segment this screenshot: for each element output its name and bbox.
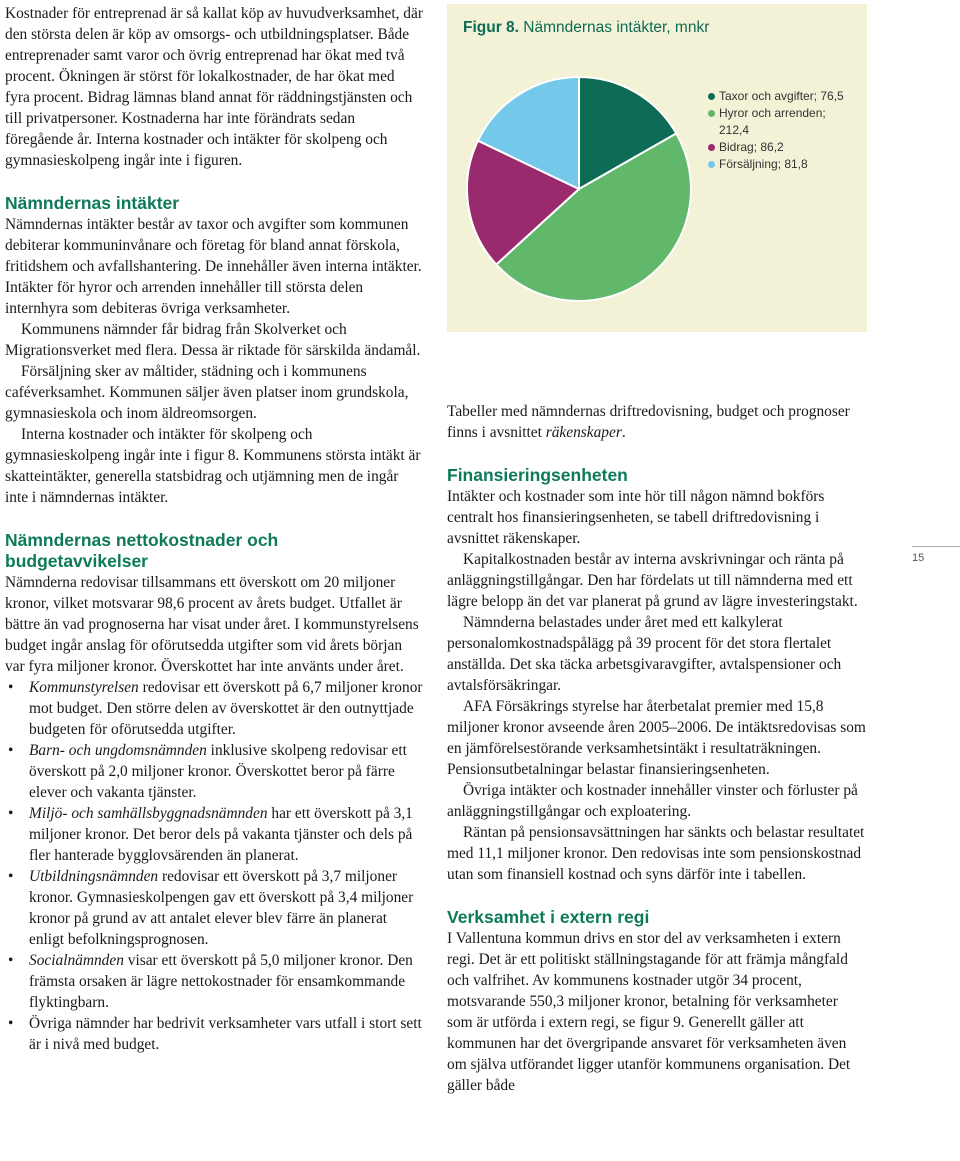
tables-link-text: räkenskaper: [545, 424, 622, 441]
legend-swatch: [708, 93, 715, 100]
tables-end: .: [621, 424, 626, 441]
legend-entry: [707, 139, 857, 156]
bullet-item: [5, 866, 423, 950]
bullet-text: redovisar ett överskott på 3,7 miljoner kronor. Gymnasieskolpengen gav ett överskott på 3,4 miljoner kronor på grund av att antalet elever blev färre än planerat enligt befolkningsprognosen.: [29, 868, 414, 948]
fin-paragraph-4: AFA Försäkrings styrelse har återbetalat premier med 15,8 miljoner kronor avseende åren 2005–2006. De intäktsredovisas som en jämförelsestörande verksamhetsintäkt i resultaträkningen. Pensionsutbetalningar belastar finansieringsenheten.: [447, 698, 866, 778]
income-paragraph-1: Nämndernas intäkter består av taxor och avgifter som kommunen debiterar kommuninvånare och företag för bland annat förskola, fritidshem och avfallshantering. De innehåller även interna intäkter. Intäkter för hyror och arrenden innehåller till största delen internhyra som debiteras övriga verksamheter.: [5, 216, 422, 317]
tables-text: Tabeller med nämndernas driftredovisning, budget och prognoser finns i avsnittet: [447, 403, 850, 441]
heading-net-costs: Nämndernas nettokostnader och budgetavvikelser: [5, 530, 279, 571]
legend-label: Försäljning; 81,8: [719, 157, 808, 171]
chart-legend: [707, 88, 857, 173]
legend-entry: [707, 105, 857, 139]
ext-paragraph-1: I Vallentuna kommun drivs en stor del av verksamheten i extern regi. Det är ett politiskt ställningstagande för att främja mångfald och valfrihet. Av kommunens kostnader utgör 34 procent, motsvarande 550,3 miljoner kronor, betalning för verksamheter som är utförda i extern regi, se figur 9. Generellt gäller att kommunen har det övergripande ansvaret för verksamheten även om själva utförandet ligger utanför kommunens organisation. Det gäller både: [447, 930, 851, 1094]
legend-swatch: [708, 110, 715, 117]
bullet-item: [5, 1013, 423, 1055]
figure-8-box: [447, 4, 867, 332]
bullet-item: [5, 950, 423, 1013]
legend-label: Hyror och arrenden; 212,4: [719, 106, 826, 137]
figure-label: Figur 8.: [463, 19, 519, 36]
right-column: [447, 401, 867, 1096]
intro-paragraph: Kostnader för entreprenad är så kallat köp av huvudverksamhet, där den största delen är köp av omsorgs- och utbildningsplatser. Både entreprenader samt varor och övrig entreprenad har ökat med två procent. Ökningen är störst för lokalkostnader, de har ökat med fyra procent. Bidrag lämnas bland annat för räddningstjänsten och till privatpersoner. Kostnaderna har inte förändrats sedan föregående år. Interna kostnader och intäkter för skolpeng och gymnasieskolpeng ingår inte i figuren.: [5, 5, 423, 169]
bullet-committee-name: Miljö- och samhällsbyggnadsnämnden: [29, 805, 268, 822]
legend-label: Taxor och avgifter; 76,5: [719, 89, 844, 103]
heading-external: Verksamhet i extern regi: [447, 907, 650, 927]
fin-paragraph-2: Kapitalkostnaden består av interna avskrivningar och ränta på anläggningstillgångar. Den har fördelats ut till nämnderna med ett lägre belopp än det var planerat på grund av lägre investeringstakt.: [447, 551, 858, 610]
income-paragraph-2: Kommunens nämnder får bidrag från Skolverket och Migrationsverket med flera. Dessa är riktade för särskilda ändamål.: [5, 321, 421, 359]
legend-entry: [707, 156, 857, 173]
legend-label: Bidrag; 86,2: [719, 140, 784, 154]
bullet-text: inklusive skolpeng redovisar ett överskott på 2,0 miljoner kronor. Överskottet beror på färre elever och vakanta tjänster.: [29, 742, 407, 801]
committee-bullet-list: [5, 677, 423, 1055]
bullet-text: har ett överskott på 3,1 miljoner kronor. Det beror dels på vakanta tjänster och dels på fler hanterade bygglovsärenden än planerat.: [29, 805, 413, 864]
fin-paragraph-6: Räntan på pensionsavsättningen har sänkts och belastar resultatet med 11,1 miljoner kronor. Den redovisas inte som pensionskostnad utan som finansiell kostnad och syns därför inte i tabellen.: [447, 824, 865, 883]
page-number: 15: [912, 552, 925, 564]
bullet-text: visar ett överskott på 5,0 miljoner kronor. Den främsta orsaken är lägre nettokostnader för ensamkommande flyktingbarn.: [29, 952, 413, 1011]
heading-financing: Finansieringsenheten: [447, 465, 628, 485]
bullet-item: [5, 677, 423, 740]
fin-paragraph-3: Nämnderna belastades under året med ett kalkylerat personalomkostnadspålägg på 39 procent för det stora flertalet anställda. Det ska täcka arbetsgivaravgifter, avtalspensioner och avtalsförsäkringar.: [447, 614, 842, 694]
bullet-text: Övriga nämnder har bedrivit verksamheter vars utfall i stort sett är i nivå med budget.: [29, 1015, 422, 1053]
page-number-rule: [912, 546, 960, 547]
fin-paragraph-5: Övriga intäkter och kostnader innehåller vinster och förluster på anläggningstillgångar och exploatering.: [447, 782, 858, 820]
bullet-committee-name: Kommunstyrelsen: [29, 679, 139, 696]
bullet-item: [5, 803, 423, 866]
legend-entry: [707, 88, 857, 105]
fin-paragraph-1: Intäkter och kostnader som inte hör till någon nämnd bokförs centralt hos finansieringsenheten, se tabell driftredovisning i avsnittet räkenskaper.: [447, 488, 825, 547]
bullet-committee-name: Utbildningsnämnden: [29, 868, 159, 885]
net-paragraph-1: Nämnderna redovisar tillsammans ett överskott om 20 miljoner kronor, vilket motsvarar 98,6 procent av årets budget. Utfallet är bättre än vad prognoserna har visat under året. I kommunstyrelsens budget ingår anslag för oförutsedda utgifter som vid årets början var fyra miljoner kronor. Överskottet har inte använts under året.: [5, 574, 419, 675]
income-paragraph-3: Försäljning sker av måltider, städning och i kommunens caféverksamhet. Kommunen säljer även platser inom grundskola, gymnasieskola och inom äldreomsorgen.: [5, 363, 409, 422]
heading-income: Nämndernas intäkter: [5, 193, 180, 213]
legend-swatch: [708, 161, 715, 168]
left-column: [5, 3, 423, 1055]
bullet-item: [5, 740, 423, 803]
legend-swatch: [708, 144, 715, 151]
bullet-text: redovisar ett överskott på 6,7 miljoner kronor mot budget. Den större delen av överskottet är den outnyttjade budgeten för oförutsedda utgifter.: [29, 679, 423, 738]
bullet-committee-name: Barn- och ungdomsnämnden: [29, 742, 207, 759]
income-paragraph-4: Interna kostnader och intäkter för skolpeng och gymnasieskolpeng ingår inte i figur 8. Kommunens största intäkt är skatteintäkter, generella statsbidrag och utjämning men de ingår inte i nämndernas intäkter.: [5, 426, 421, 506]
bullet-committee-name: Socialnämnden: [29, 952, 124, 969]
tables-paragraph: [447, 401, 867, 443]
figure-caption: Nämndernas intäkter, mnkr: [518, 19, 710, 36]
